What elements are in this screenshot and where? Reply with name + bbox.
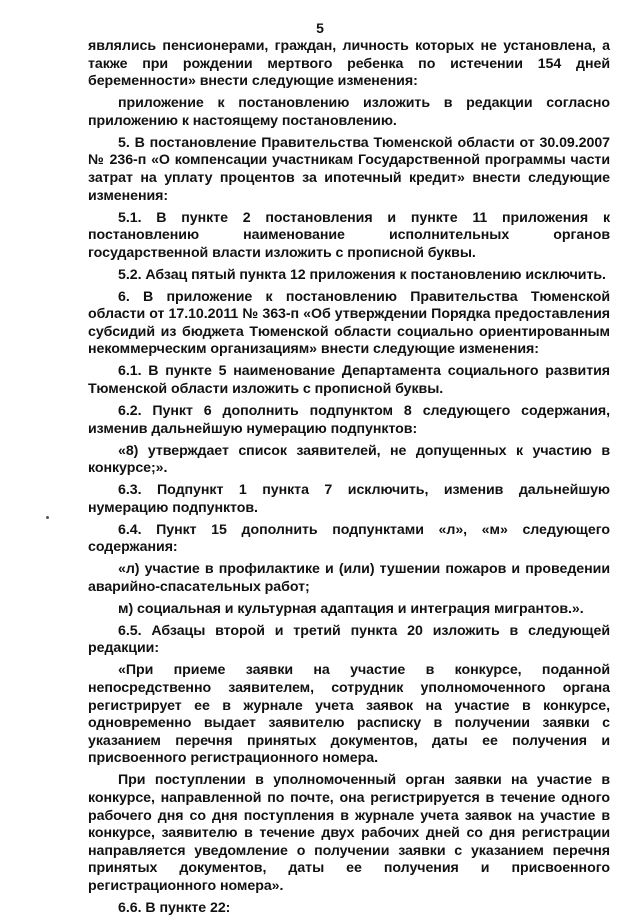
paragraph-item-6-5: 6.5. Абзацы второй и третий пункта 20 изложить в следующей редакции: [88,622,610,657]
paragraph-item-6-4: 6.4. Пункт 15 дополнить подпунктами «л», «м» следующего содержания: [88,521,610,556]
document-body [88,38,610,922]
paragraph: приложение к постановлению изложить в редакции согласно приложению к настоящему постановлению. [88,95,610,129]
paragraph-item-6: 6. В приложение к постановлению Правительства Тюменской области от 17.10.2011 № 363-п «Об утверждении Порядка предоставления субсидий из бюджета Тюменской области социально ориентированным некоммерческим организациям» внести следующие изменения: [88,288,610,358]
paragraph-quote-8: «8) утверждает список заявителей, не допущенных к участию в конкурсе;». [88,442,610,477]
paragraph-quote-2: При поступлении в уполномоченный орган заявки на участие в конкурсе, направленной по почте, она регистрируется в течение одного рабочего дня со дня поступления в журнале учета заявок на участие в конкурсе, заявителю в течение двух рабочих дней со дня регистрации направляется уведомление о получении заявки с указанием перечня принятых документов, даты ее получения и присвоенного регистрационного номера». [88,772,610,894]
paragraph-item-6-1: 6.1. В пункте 5 наименование Департамента социального развития Тюменской области изложить с прописной буквы. [88,363,610,398]
paragraph-item-6-6: 6.6. В пункте 22: [118,899,231,916]
paragraph-item-6-3: 6.3. Подпункт 1 пункта 7 исключить, изменив дальнейшую нумерацию подпунктов. [88,482,610,516]
paragraph-quote-m: м) социальная и культурная адаптация и интеграция мигрантов.». [118,600,584,617]
paragraph-continued: являлись пенсионерами, граждан, личность которых не установлена, а также при рождении мертвого ребенка по истечении 154 дней беременности» внести следующие изменения: [88,38,610,90]
paragraph-item-5-2: 5.2. Абзац пятый пункта 12 приложения к постановлению исключить. [118,266,606,283]
scan-speck-mark [46,516,49,519]
paragraph-item-5: 5. В постановление Правительства Тюменской области от 30.09.2007 № 236-п «О компенсации участникам Государственной программы части затрат на уплату процентов за ипотечный кредит» внести следующие изменения: [88,134,610,204]
page-number: 5 [316,20,324,36]
paragraph-quote-1: «При приеме заявки на участие в конкурсе, поданной непосредственно заявителем, сотрудник уполномоченного органа регистрирует ее в журнале учета заявок на участие в конкурсе, одновременно выдает заявителю расписку в получении заявки с указанием перечня принятых документов, даты ее получения и присвоенного регистрационного номера. [88,662,610,767]
paragraph-item-5-1: 5.1. В пункте 2 постановления и пункте 11 приложения к постановлению наименование исполнительных органов государственной власти изложить с прописной буквы. [88,209,610,261]
paragraph-item-6-2: 6.2. Пункт 6 дополнить подпунктом 8 следующего содержания, изменив дальнейшую нумерацию подпунктов: [88,403,610,437]
paragraph-quote-l: «л) участие в профилактике и (или) тушении пожаров и проведении аварийно-спасательных работ; [88,561,610,595]
